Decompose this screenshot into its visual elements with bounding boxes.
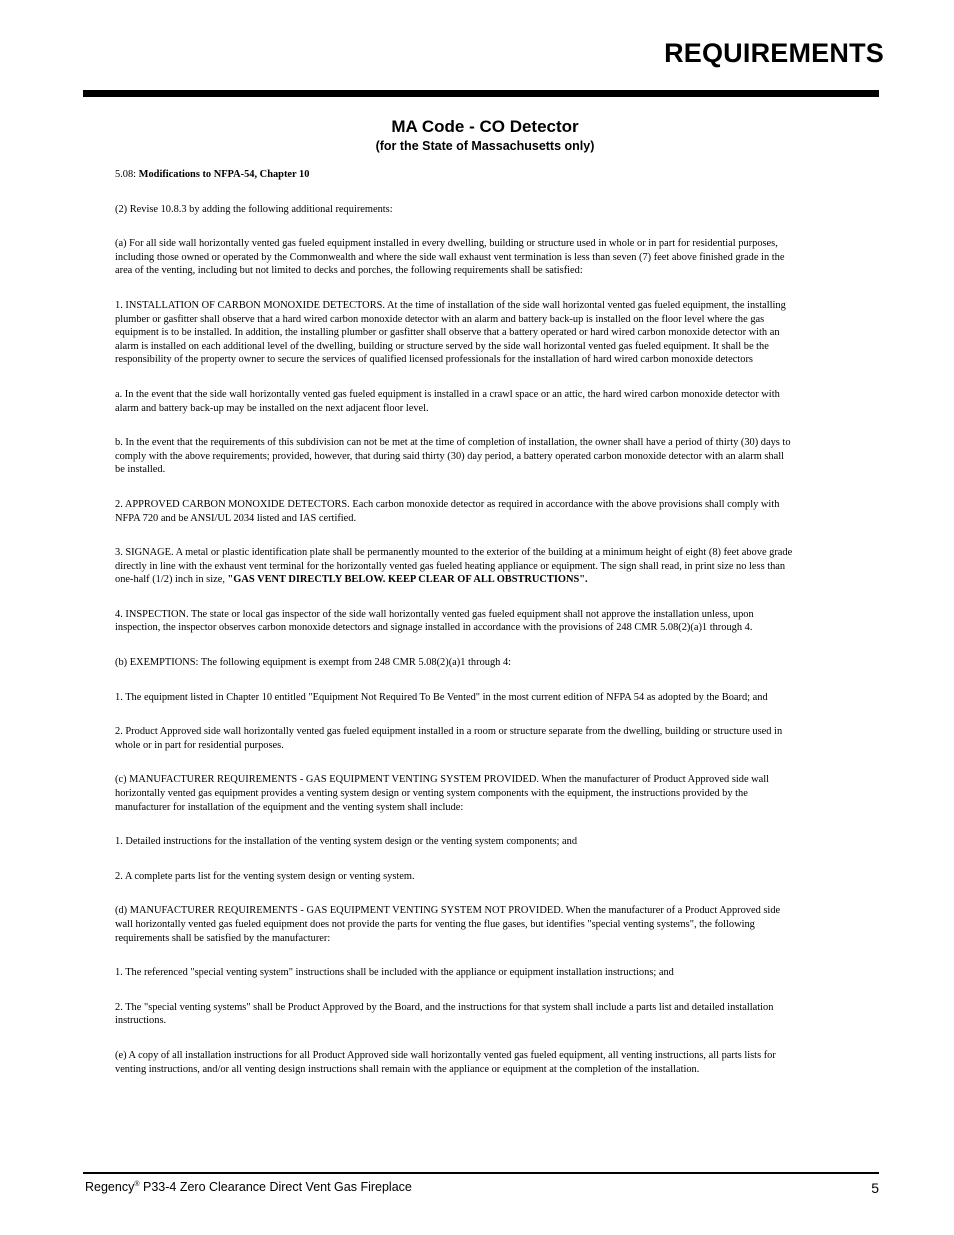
section-ref-bold: Modifications to NFPA-54, Chapter 10 bbox=[138, 169, 310, 180]
paragraph: (b) EXEMPTIONS: The following equipment is exempt from 248 CMR 5.08(2)(a)1 through 4: bbox=[115, 657, 512, 669]
paragraph: 2. A complete parts list for the venting system design or venting system. bbox=[115, 870, 415, 882]
paragraph: 4. INSPECTION. The state or local gas inspector of the side wall horizontally vented gas fueled equipment shall not approve the installation unless, upon inspection, the inspector observes carbon monoxide detectors and signage installed in accordance with the provisions of 248 CMR 5.08(2)(a)1 through 4. bbox=[115, 608, 754, 634]
paragraph-section-ref: 5.08: Modifications to NFPA-54, Chapter 10 bbox=[115, 169, 310, 180]
section-title: MA Code - CO Detector bbox=[391, 117, 579, 136]
paragraph: 2. The "special venting systems" shall be Product Approved by the Board, and the instructions for that system shall include a parts list and detailed installation instructions. bbox=[115, 1001, 774, 1027]
page-header-title: REQUIREMENTS bbox=[664, 38, 884, 68]
paragraph: (d) MANUFACTURER REQUIREMENTS - GAS EQUIPMENT VENTING SYSTEM NOT PROVIDED. When the manufacturer of a Product Approved side wall horizontally vented gas fueled equipment does not provide the parts for venting the flue gases, but identifies "special venting systems", the following requirements shall be satisfied by the manufacturer: bbox=[115, 905, 781, 944]
registered-mark: ® bbox=[134, 1181, 140, 1188]
paragraph: (e) A copy of all installation instructions for all Product Approved side wall horizontally vented gas fueled equipment, all venting instructions, all parts lists for venting instructions, and/or all venting design instructions shall remain with the appliance or equipment at the completion of the installation. bbox=[115, 1049, 776, 1075]
header-rule bbox=[83, 90, 879, 97]
paragraph: (a) For all side wall horizontally vented gas fueled equipment installed in every dwelling, building or structure used in whole or in part for residential purposes, including those owned or operated by the Commonwealth and where the side wall exhaust vent termination is less than seven (7) feet above finished grade in the area of the venting, including but not limited to decks and porches, the following requirements shall be satisfied: bbox=[115, 238, 785, 277]
paragraph: (2) Revise 10.8.3 by adding the following additional requirements: bbox=[115, 203, 393, 215]
footer-rule bbox=[83, 1172, 879, 1174]
paragraph: 2. Product Approved side wall horizontally vented gas fueled equipment installed in a room or structure separate from the dwelling, building or structure used in whole or in part for residential purposes. bbox=[115, 726, 783, 751]
paragraph: 1. The referenced "special venting system" instructions shall be included with the appliance or equipment installation instructions; and bbox=[115, 967, 674, 979]
paragraph: 1. INSTALLATION OF CARBON MONOXIDE DETECTORS. At the time of installation of the side wall horizontal vented gas fueled equipment, the installing plumber or gasfitter shall observe that a hard wired carbon monoxide detector with an alarm and battery back-up is installed on the floor level where the gas equipment is to be installed. In addition, the installing plumber or gasfitter shall observe that a battery operated or hard wired carbon monoxide detector with an alarm is installed on each additional level of the dwelling, building or structure served by the side wall horizontal vented gas fueled equipment. It shall be the responsibility of the property owner to secure the services of qualified licensed professionals for the installation of hard wired carbon monoxide detectors bbox=[115, 299, 786, 366]
document-body bbox=[115, 168, 795, 1097]
paragraph: 1. Detailed instructions for the installation of the venting system design or the venting system components; and bbox=[115, 836, 578, 848]
paragraph: (c) MANUFACTURER REQUIREMENTS - GAS EQUIPMENT VENTING SYSTEM PROVIDED. When the manufacturer of Product Approved side wall horizontally vented gas equipment provides a venting system design or venting system components with the equipment, the instructions provided by the manufacturer for installation of the equipment and the venting system shall include: bbox=[115, 774, 770, 813]
page-number: 5 bbox=[871, 1180, 879, 1196]
signage-text-bold: "GAS VENT DIRECTLY BELOW. KEEP CLEAR OF ALL OBSTRUCTIONS". bbox=[227, 574, 588, 586]
paragraph: b. In the event that the requirements of this subdivision can not be met at the time of completion of installation, the owner shall have a period of thirty (30) days to comply with the above requirements; provided, however, that during said thirty (30) day period, a battery operated carbon monoxide detector with an alarm shall be installed. bbox=[115, 437, 791, 476]
footer-product-name: Regency® P33-4 Zero Clearance Direct Vent Gas Fireplace bbox=[85, 1180, 412, 1194]
section-subtitle: (for the State of Massachusetts only) bbox=[375, 139, 595, 153]
paragraph: a. In the event that the side wall horizontally vented gas fueled equipment is installed in a crawl space or an attic, the hard wired carbon monoxide detector with alarm and battery back-up may be installed on the next adjacent floor level. bbox=[115, 388, 780, 414]
paragraph: 1. The equipment listed in Chapter 10 entitled "Equipment Not Required To Be Vented" in the most current edition of NFPA 54 as adopted by the Board; and bbox=[115, 691, 768, 703]
paragraph: 2. APPROVED CARBON MONOXIDE DETECTORS. Each carbon monoxide detector as required in accordance with the above provisions shall comply with NFPA 720 and be ANSI/UL 2034 listed and IAS certified. bbox=[115, 498, 780, 524]
paragraph-signage: 3. SIGNAGE. A metal or plastic identification plate shall be permanently mounted to the exterior of the building at a minimum height of eight (8) feet above grade directly in line with the exhaust vent terminal for the horizontally vented gas fueled heating appliance or equipment. The sign shall read, in print size no less than one-half (1/2) inch in size, "GAS VENT DIRECTLY BELOW. KEEP CLEAR OF ALL OBSTRUCTIONS". bbox=[115, 547, 793, 586]
